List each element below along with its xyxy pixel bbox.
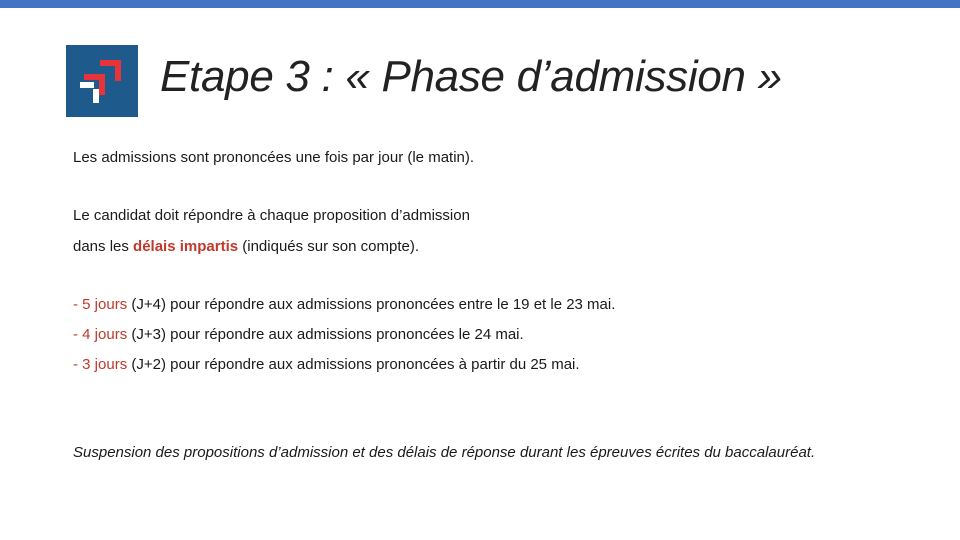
bullet-text: (J+2) pour répondre aux admissions prononcées à partir du 25 mai. xyxy=(127,356,580,373)
bullet-days: 5 jours xyxy=(82,296,128,313)
bullet-dash: - xyxy=(73,326,83,343)
parcoursup-logo-icon xyxy=(66,45,138,117)
bullet-item xyxy=(73,326,524,343)
slide-title: Etape 3 : « Phase d’admission » xyxy=(160,52,782,101)
admission-frequency-text: Les admissions sont prononcées une fois par jour (le matin). xyxy=(73,149,475,166)
instruction-prefix: dans les xyxy=(73,238,134,255)
top-accent-bar xyxy=(0,0,960,8)
bullet-dash: - xyxy=(73,356,83,373)
suspension-note: Suspension des propositions d’admission et des délais de réponse durant les épreuves écrites du baccalauréat. xyxy=(73,444,816,461)
deadline-highlight: délais impartis xyxy=(133,238,239,255)
candidate-instruction-line1: Le candidat doit répondre à chaque proposition d’admission xyxy=(73,207,470,224)
bullet-text: (J+4) pour répondre aux admissions prononcées entre le 19 et le 23 mai. xyxy=(127,296,616,313)
instruction-suffix: (indiqués sur son compte). xyxy=(238,238,420,255)
bullet-days: 3 jours xyxy=(82,356,128,373)
bullet-dash: - xyxy=(73,296,83,313)
bullet-item xyxy=(73,296,615,313)
candidate-instruction-line2 xyxy=(73,238,419,255)
bullet-item xyxy=(73,356,580,373)
bullet-text: (J+3) pour répondre aux admissions prononcées le 24 mai. xyxy=(127,326,524,343)
bullet-days: 4 jours xyxy=(82,326,128,343)
